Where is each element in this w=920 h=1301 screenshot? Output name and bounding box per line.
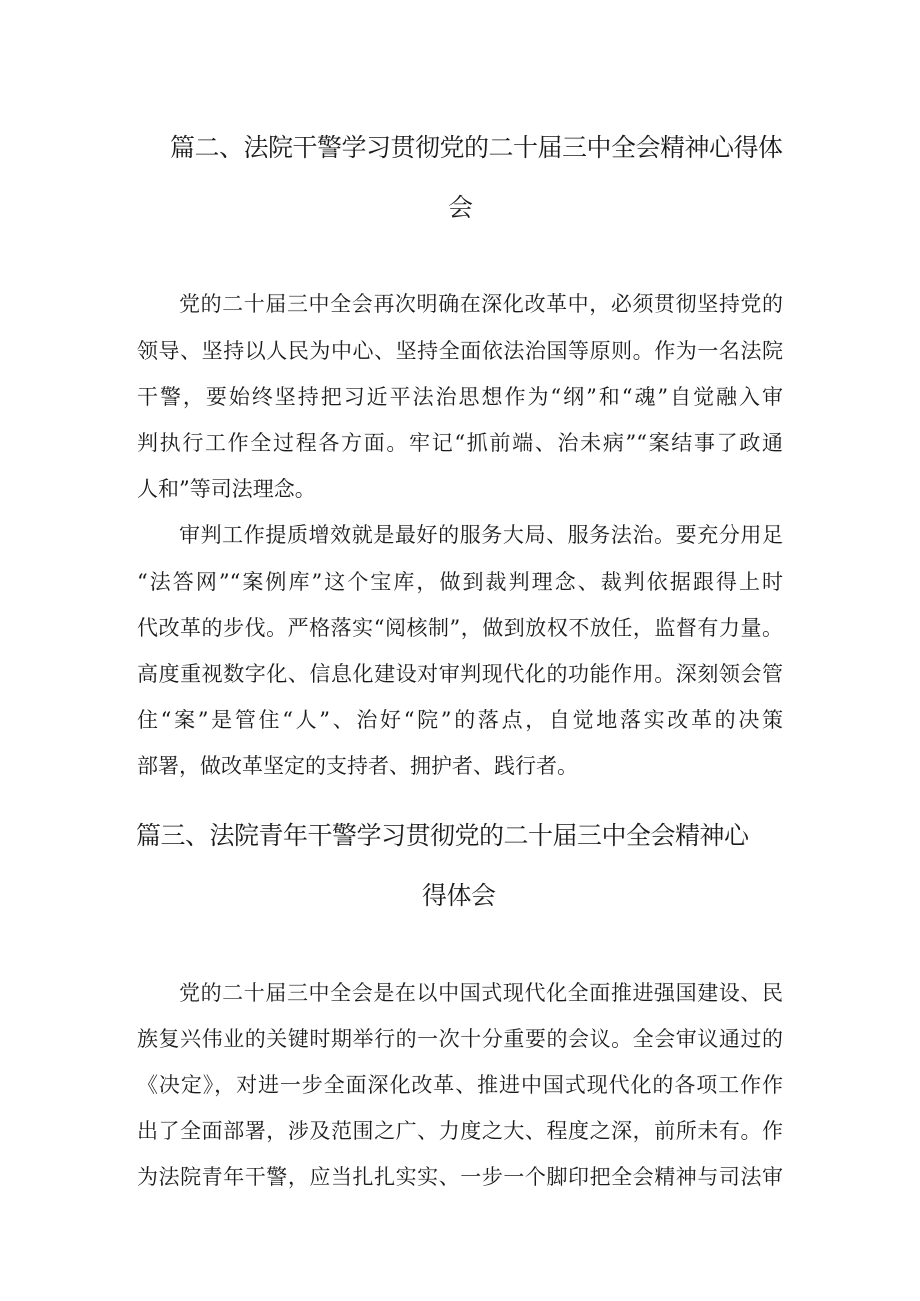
section2-title-line1: 篇二、法院干警学习贯彻党的二十届三中全会精神心得体: [170, 133, 783, 162]
section2-p2-line4: 高度重视数字化、信息化建设对审判现代化的功能作用。深刻领会管: [137, 662, 783, 686]
section2-p1-line1: 党的二十届三中全会再次明确在深化改革中，必须贯彻坚持党的: [179, 292, 783, 316]
section3-p1-line5: 为法院青年干警，应当扎扎实实、一步一个脚印把全会精神与司法审: [137, 1165, 783, 1189]
section3-title-line2: 得体会: [422, 881, 496, 910]
section3-title-line1: 篇三、法院青年干警学习贯彻党的二十届三中全会精神心: [136, 821, 749, 850]
section2-p2-line3: 代改革的步伐。严格落实“阅核制”，做到放权不放任，监督有力量。: [137, 616, 783, 640]
section3-p1-line3: 《决定》，对进一步全面深化改革、推进中国式现代化的各项工作作: [137, 1073, 783, 1097]
section3-p1-line1: 党的二十届三中全会是在以中国式现代化全面推进强国建设、民: [179, 981, 783, 1005]
section2-p1-line4: 判执行工作全过程各方面。牢记“抓前端、治未病”“案结事了政通: [137, 431, 783, 455]
section2-p1-line3: 干警，要始终坚持把习近平法治思想作为“纲”和“魂”自觉融入审: [137, 385, 783, 409]
section2-p2-line6: 部署，做改革坚定的支持者、拥护者、践行者。: [137, 754, 578, 778]
section2-title-line2: 会: [448, 193, 473, 222]
section3-p1-line4: 出了全面部署，涉及范围之广、力度之大、程度之深，前所未有。作: [137, 1119, 783, 1143]
section2-p2-line5: 住“案”是管住“人”、治好“院”的落点，自觉地落实改革的决策: [137, 708, 783, 732]
section2-p2-line1: 审判工作提质增效就是最好的服务大局、服务法治。要充分用足: [179, 523, 783, 547]
section2-p1-line5: 人和”等司法理念。: [137, 477, 316, 501]
section2-p2-line2: “法答网”“案例库”这个宝库，做到裁判理念、裁判依据跟得上时: [137, 570, 783, 594]
section2-p1-line2: 领导、坚持以人民为中心、坚持全面依法治国等原则。作为一名法院: [137, 339, 783, 363]
section3-p1-line2: 族复兴伟业的关键时期举行的一次十分重要的会议。全会审议通过的: [137, 1027, 783, 1051]
